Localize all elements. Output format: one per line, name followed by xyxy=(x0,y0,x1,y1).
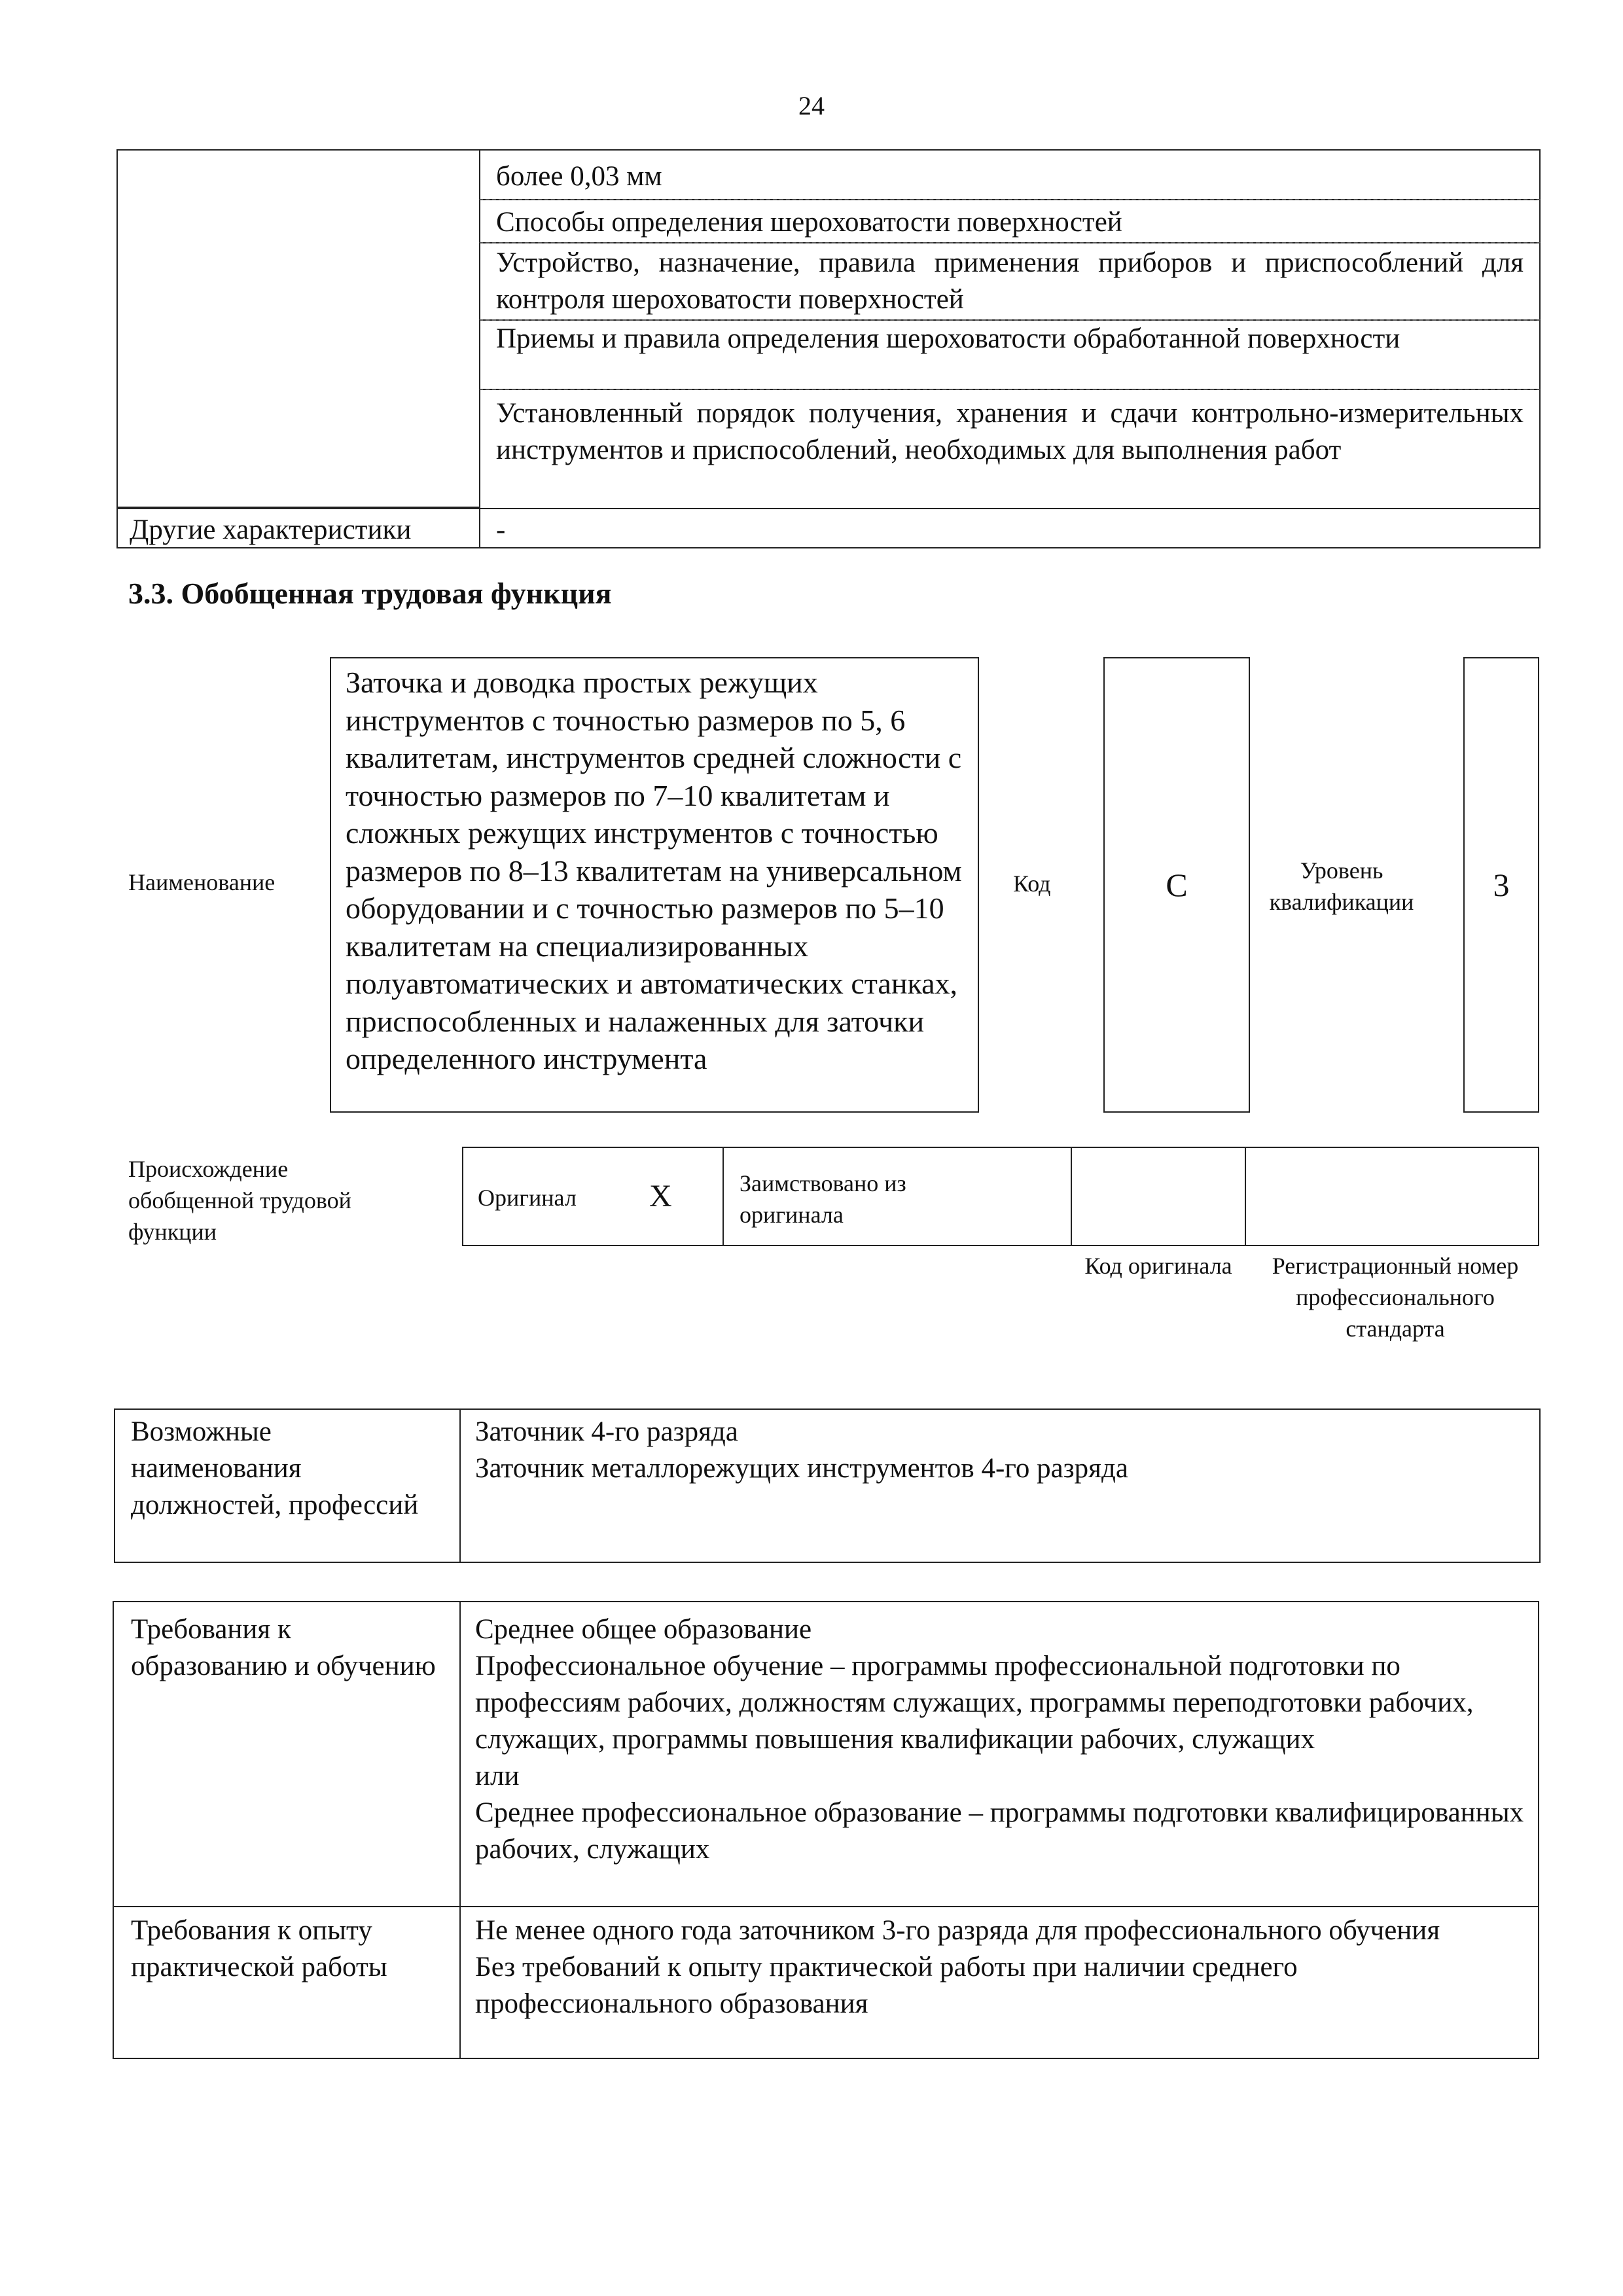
position-item: Заточник 4-го разряда xyxy=(475,1416,738,1447)
row-text: Способы определения шероховатости поверхностей xyxy=(496,207,1122,238)
origin-code-cell xyxy=(1071,1147,1246,1246)
page-number: 24 xyxy=(798,91,825,120)
borrowed-label: Заимствовано из оригинала xyxy=(740,1170,906,1228)
top-table-empty-cell xyxy=(116,149,480,508)
code-label: Код xyxy=(1013,870,1051,897)
gtf-name-text: Заточка и доводка простых режущих инструментов с точностью размеров по 5, 6 квалитетам, инструментов средней сложности с точностью размеров по 7–10 квалитетам и сложных режущих инструментов с точностью размеров по 8–13 квалитетам на универсальном оборудовании и с точностью размеров по 5–10 квалитетам на специализированных полуавтоматических и автоматических станках, приспособленных и налаженных для заточки определенного инструмента xyxy=(346,666,962,1075)
other-value-text: - xyxy=(496,514,506,545)
origin-reg-cell xyxy=(1245,1147,1539,1246)
row-text: Устройство, назначение, правила применения приборов и приспособлений для контроля шероховатости поверхностей xyxy=(496,247,1524,315)
position-item: Заточник металлорежущих инструментов 4-го разряда xyxy=(475,1453,1128,1484)
education-label: Требования к образованию и обучению xyxy=(131,1614,436,1681)
positions-label: Возможные наименования должностей, профессий xyxy=(131,1416,419,1520)
gtf-name-box xyxy=(330,657,979,1113)
name-label: Наименование xyxy=(128,869,276,895)
experience-line: Не менее одного года заточником 3-го разряда для профессионального обучения xyxy=(475,1915,1440,1946)
education-line: Среднее профессиональное образование – программы подготовки квалифицированных рабочих, служащих xyxy=(475,1797,1524,1865)
top-table-row xyxy=(479,389,1541,509)
experience-label: Требования к опыту практической работы xyxy=(131,1915,387,1982)
level-value: 3 xyxy=(1493,867,1510,903)
top-table-row xyxy=(479,199,1541,243)
section-title: 3.3. Обобщенная трудовая функция xyxy=(128,577,612,610)
top-table-row xyxy=(479,149,1541,200)
other-label-text: Другие характеристики xyxy=(130,514,412,545)
origin-label: Происхождение обобщенной трудовой функции xyxy=(128,1156,351,1245)
reg-number-caption: Регистрационный номер профессионального стандарта xyxy=(1272,1253,1519,1342)
level-label: Уровень квалификации xyxy=(1269,857,1414,915)
positions-label-cell xyxy=(114,1408,461,1563)
code-value: C xyxy=(1166,867,1188,903)
row-text: Приемы и правила определения шероховатости обработанной поверхности xyxy=(496,323,1400,354)
top-table-row xyxy=(479,242,1541,321)
other-characteristics-label xyxy=(116,508,480,548)
positions-value-cell xyxy=(459,1408,1541,1563)
original-label: Оригинал xyxy=(478,1185,577,1211)
education-label-cell xyxy=(113,1601,461,1907)
code-box xyxy=(1103,657,1250,1113)
education-value-cell xyxy=(459,1601,1539,1907)
experience-line: Без требований к опыту практической работы при наличии среднего профессионального образования xyxy=(475,1952,1298,2019)
top-table-row xyxy=(479,319,1541,390)
other-characteristics-value xyxy=(479,508,1541,548)
row-text: более 0,03 мм xyxy=(496,161,662,192)
education-line: или xyxy=(475,1761,520,1791)
origin-original-cell xyxy=(462,1147,724,1246)
experience-value-cell xyxy=(459,1906,1539,2059)
education-line: Среднее общее образование xyxy=(475,1614,812,1645)
education-line: Профессиональное обучение – программы профессиональной подготовки по профессиям рабочих, должностям служащих, программы переподготовки рабочих, служащих, программы повышения квалификации рабочих, служащих xyxy=(475,1651,1474,1755)
level-box xyxy=(1463,657,1539,1113)
experience-label-cell xyxy=(113,1906,461,2059)
origin-borrowed-cell xyxy=(722,1147,1072,1246)
code-original-caption: Код оригинала xyxy=(1084,1253,1232,1279)
original-mark: X xyxy=(649,1179,672,1213)
row-text: Установленный порядок получения, хранения и сдачи контрольно-измерительных инструментов и приспособлений, необходимых для выполнения работ xyxy=(496,398,1524,465)
